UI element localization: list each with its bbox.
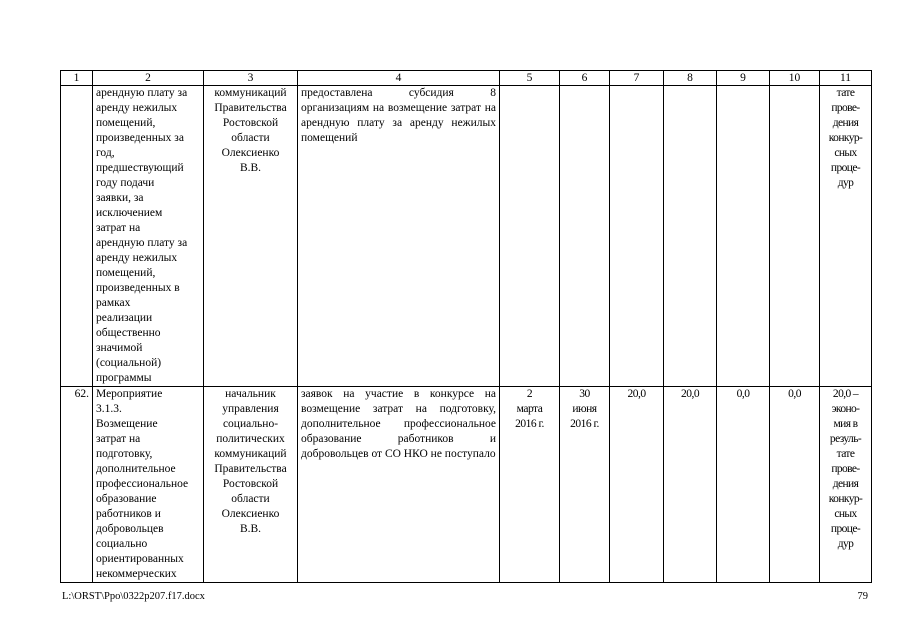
column-number: 11: [820, 71, 872, 86]
responsible-executor: начальник управления социально- политических коммуникаций Правительства Ростовской области Олексиенко В.В.: [204, 387, 298, 583]
report-table: [60, 70, 872, 583]
file-path-footer: L:\ORST\Ppo\0322p207.f17.docx: [62, 591, 205, 602]
column-number: 8: [664, 71, 717, 86]
measure-name: Мероприятие 3.1.3. Возмещение затрат на подготовку, дополнительное профессиональное образование работников и добровольцев социально ориентированных некоммерческих: [93, 387, 204, 583]
column-number-row: [61, 71, 872, 86]
executed-amount: 0,0: [717, 387, 770, 583]
planned-amount: 20,0: [610, 387, 664, 583]
row-number: [61, 86, 93, 387]
result-description: предоставлена субсидия 8 организациям на возмещение затрат на арендную плату за аренду нежилых помещений: [298, 86, 500, 387]
row-number: 62.: [61, 387, 93, 583]
column-number: 1: [61, 71, 93, 86]
column-number: 7: [610, 71, 664, 86]
allocated-amount: [664, 86, 717, 387]
deviation-note: тате прове- дения конкур- сных проце- дур: [820, 86, 872, 387]
result-description: заявок на участие в конкурсе на возмещение затрат на подготовку, дополнительное профессиональное образование работников и добровольцев от СО НКО не поступало: [298, 387, 500, 583]
table-row: [61, 387, 872, 583]
responsible-executor: коммуникаций Правительства Ростовской области Олексиенко В.В.: [204, 86, 298, 387]
start-date: [500, 86, 560, 387]
start-date: 2 марта 2016 г.: [500, 387, 560, 583]
column-number: 3: [204, 71, 298, 86]
column-number: 5: [500, 71, 560, 86]
contracted-amount: [770, 86, 820, 387]
allocated-amount: 20,0: [664, 387, 717, 583]
column-number: 9: [717, 71, 770, 86]
planned-amount: [610, 86, 664, 387]
end-date: [560, 86, 610, 387]
deviation-note: 20,0 – эконо- мия в резуль- тате прове- дения конкур- сных проце- дур: [820, 387, 872, 583]
column-number: 6: [560, 71, 610, 86]
page-number: 79: [857, 591, 868, 602]
column-number: 2: [93, 71, 204, 86]
measure-name: арендную плату за аренду нежилых помещений, произведенных за год, предшествующий году подачи заявки, за исключением затрат на арендную плату за аренду нежилых помещений, произведенных в рамках реализации общественно значимой (социальной) программы: [93, 86, 204, 387]
executed-amount: [717, 86, 770, 387]
table-row: [61, 86, 872, 387]
contracted-amount: 0,0: [770, 387, 820, 583]
column-number: 10: [770, 71, 820, 86]
column-number: 4: [298, 71, 500, 86]
end-date: 30 июня 2016 г.: [560, 387, 610, 583]
